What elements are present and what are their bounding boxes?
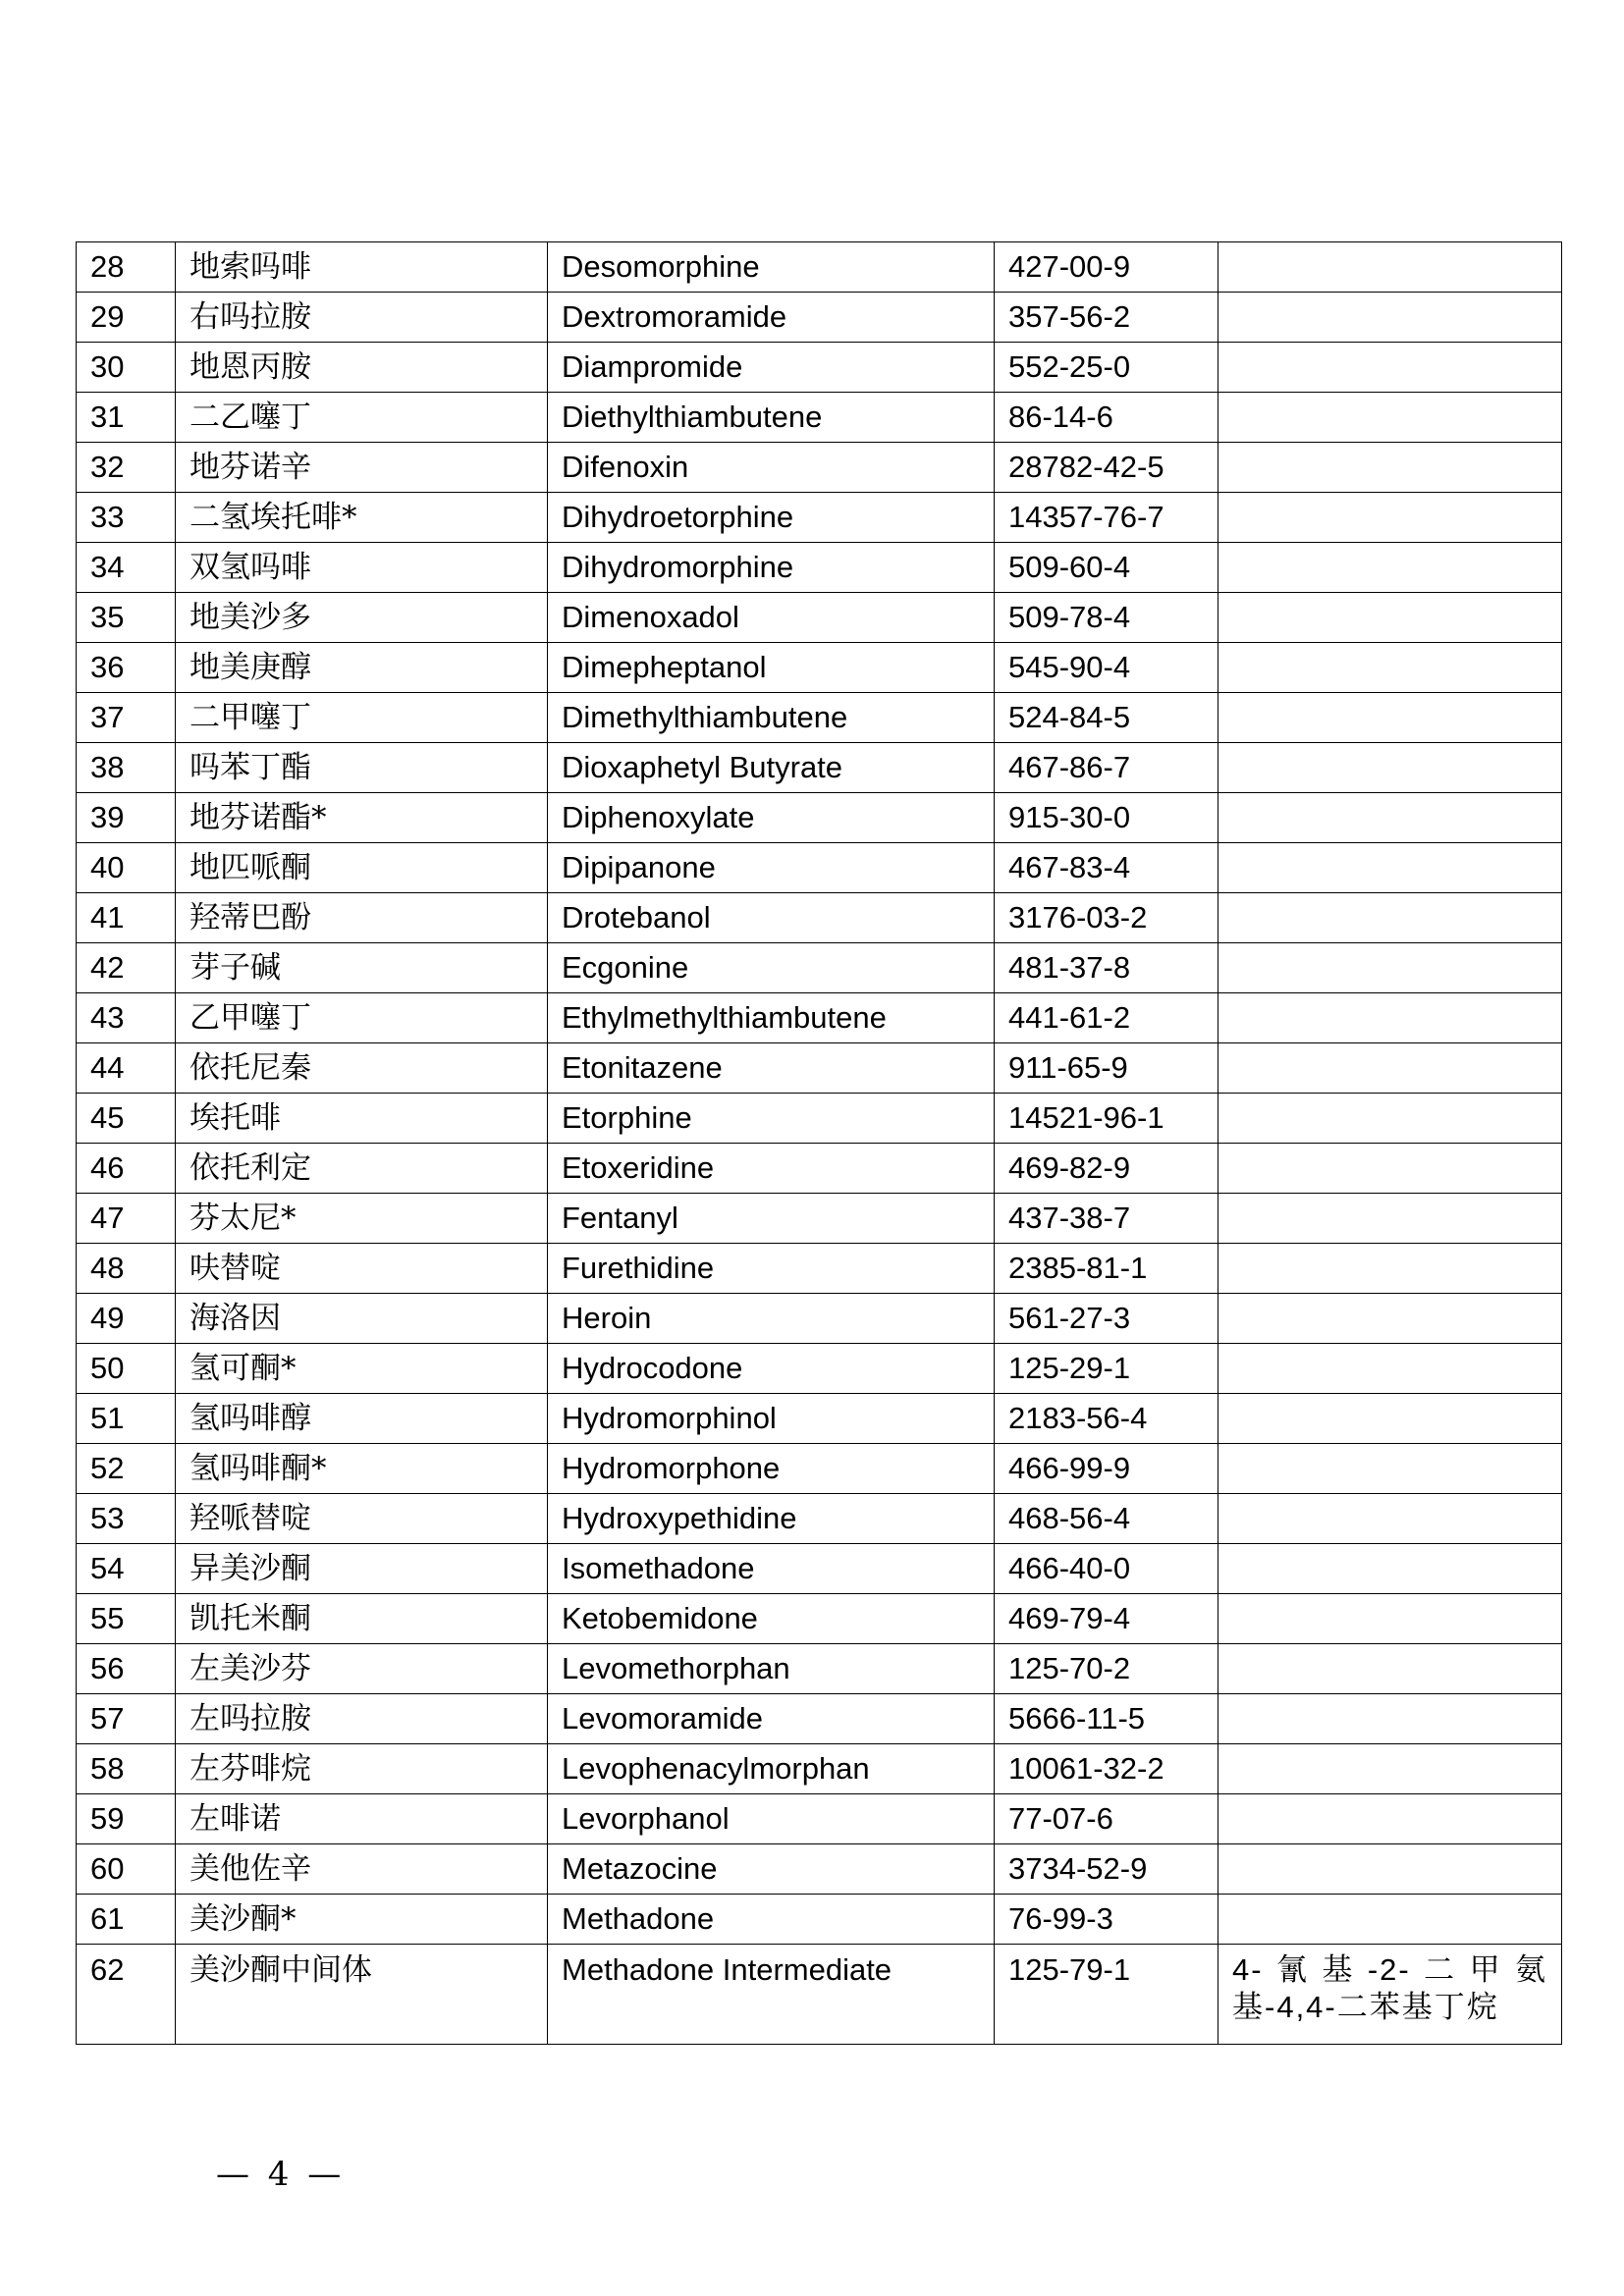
chinese-name-cell: 地美庚醇 xyxy=(176,643,548,693)
table-row xyxy=(77,1594,1562,1644)
table-row xyxy=(77,993,1562,1043)
cas-number-cell: 466-99-9 xyxy=(995,1444,1218,1494)
cas-number-cell: 915-30-0 xyxy=(995,793,1218,843)
table-body xyxy=(77,242,1562,2045)
row-number-cell: 45 xyxy=(77,1094,176,1144)
row-number-cell: 35 xyxy=(77,593,176,643)
chinese-name-cell: 氢可酮* xyxy=(176,1344,548,1394)
chinese-name-cell: 二甲噻丁 xyxy=(176,693,548,743)
english-name-cell: Dihydroetorphine xyxy=(548,493,995,543)
note-cell xyxy=(1218,1844,1562,1895)
english-name-cell: Hydrocodone xyxy=(548,1344,995,1394)
row-number-cell: 38 xyxy=(77,743,176,793)
note-cell xyxy=(1218,1494,1562,1544)
chinese-name-cell: 氢吗啡酮* xyxy=(176,1444,548,1494)
table-row xyxy=(77,1794,1562,1844)
table-row xyxy=(77,1244,1562,1294)
table-row xyxy=(77,1945,1562,2045)
table-row xyxy=(77,693,1562,743)
english-name-cell: Etonitazene xyxy=(548,1043,995,1094)
note-cell xyxy=(1218,743,1562,793)
table-row xyxy=(77,1844,1562,1895)
table-row xyxy=(77,343,1562,393)
note-cell xyxy=(1218,543,1562,593)
note-cell xyxy=(1218,593,1562,643)
chinese-name-cell: 异美沙酮 xyxy=(176,1544,548,1594)
english-name-cell: Furethidine xyxy=(548,1244,995,1294)
row-number-cell: 43 xyxy=(77,993,176,1043)
chinese-name-cell: 地恩丙胺 xyxy=(176,343,548,393)
note-cell xyxy=(1218,1094,1562,1144)
english-name-cell: Dimepheptanol xyxy=(548,643,995,693)
chinese-name-cell: 二乙噻丁 xyxy=(176,393,548,443)
row-number-cell: 37 xyxy=(77,693,176,743)
english-name-cell: Levophenacylmorphan xyxy=(548,1744,995,1794)
table-row xyxy=(77,943,1562,993)
note-cell xyxy=(1218,493,1562,543)
chinese-name-cell: 芽子碱 xyxy=(176,943,548,993)
page-number: — 4 — xyxy=(216,2155,346,2194)
row-number-cell: 57 xyxy=(77,1694,176,1744)
note-cell xyxy=(1218,793,1562,843)
cas-number-cell: 3734-52-9 xyxy=(995,1844,1218,1895)
cas-number-cell: 10061-32-2 xyxy=(995,1744,1218,1794)
note-cell xyxy=(1218,1544,1562,1594)
row-number-cell: 54 xyxy=(77,1544,176,1594)
cas-number-cell: 28782-42-5 xyxy=(995,443,1218,493)
table-row xyxy=(77,1494,1562,1544)
english-name-cell: Hydroxypethidine xyxy=(548,1494,995,1544)
english-name-cell: Diampromide xyxy=(548,343,995,393)
cas-number-cell: 545-90-4 xyxy=(995,643,1218,693)
table-row xyxy=(77,293,1562,343)
row-number-cell: 51 xyxy=(77,1394,176,1444)
table-row xyxy=(77,1094,1562,1144)
cas-number-cell: 357-56-2 xyxy=(995,293,1218,343)
table-row xyxy=(77,593,1562,643)
cas-number-cell: 552-25-0 xyxy=(995,343,1218,393)
row-number-cell: 52 xyxy=(77,1444,176,1494)
row-number-cell: 60 xyxy=(77,1844,176,1895)
row-number-cell: 28 xyxy=(77,242,176,293)
cas-number-cell: 14357-76-7 xyxy=(995,493,1218,543)
table-row xyxy=(77,1344,1562,1394)
table-row xyxy=(77,793,1562,843)
english-name-cell: Etorphine xyxy=(548,1094,995,1144)
english-name-cell: Dioxaphetyl Butyrate xyxy=(548,743,995,793)
english-name-cell: Fentanyl xyxy=(548,1194,995,1244)
chinese-name-cell: 左吗拉胺 xyxy=(176,1694,548,1744)
chinese-name-cell: 海洛因 xyxy=(176,1294,548,1344)
note-cell xyxy=(1218,1344,1562,1394)
chinese-name-cell: 双氢吗啡 xyxy=(176,543,548,593)
chinese-name-cell: 埃托啡 xyxy=(176,1094,548,1144)
note-cell xyxy=(1218,843,1562,893)
table-row xyxy=(77,1394,1562,1444)
note-cell xyxy=(1218,1895,1562,1945)
table-row xyxy=(77,1694,1562,1744)
row-number-cell: 50 xyxy=(77,1344,176,1394)
table-row xyxy=(77,643,1562,693)
narcotic-drug-table xyxy=(76,241,1562,2045)
row-number-cell: 31 xyxy=(77,393,176,443)
table-row xyxy=(77,543,1562,593)
cas-number-cell: 125-70-2 xyxy=(995,1644,1218,1694)
table-row xyxy=(77,1144,1562,1194)
chinese-name-cell: 凯托米酮 xyxy=(176,1594,548,1644)
note-cell xyxy=(1218,293,1562,343)
cas-number-cell: 509-60-4 xyxy=(995,543,1218,593)
row-number-cell: 30 xyxy=(77,343,176,393)
english-name-cell: Levomethorphan xyxy=(548,1644,995,1694)
chinese-name-cell: 吗苯丁酯 xyxy=(176,743,548,793)
table-row xyxy=(77,493,1562,543)
english-name-cell: Etoxeridine xyxy=(548,1144,995,1194)
note-cell xyxy=(1218,943,1562,993)
cas-number-cell: 86-14-6 xyxy=(995,393,1218,443)
cas-number-cell: 2183-56-4 xyxy=(995,1394,1218,1444)
note-cell xyxy=(1218,1294,1562,1344)
cas-number-cell: 524-84-5 xyxy=(995,693,1218,743)
chinese-name-cell: 依托利定 xyxy=(176,1144,548,1194)
note-cell: 4-氰基-2-二甲氨基-4,4-二苯基丁烷 xyxy=(1218,1945,1562,2045)
row-number-cell: 49 xyxy=(77,1294,176,1344)
row-number-cell: 62 xyxy=(77,1945,176,2045)
cas-number-cell: 467-86-7 xyxy=(995,743,1218,793)
chinese-name-cell: 氢吗啡醇 xyxy=(176,1394,548,1444)
chinese-name-cell: 美沙酮中间体 xyxy=(176,1945,548,2045)
chinese-name-cell: 美沙酮* xyxy=(176,1895,548,1945)
chinese-name-cell: 依托尼秦 xyxy=(176,1043,548,1094)
table-row xyxy=(77,893,1562,943)
chinese-name-cell: 左芬啡烷 xyxy=(176,1744,548,1794)
english-name-cell: Ketobemidone xyxy=(548,1594,995,1644)
chinese-name-cell: 呋替啶 xyxy=(176,1244,548,1294)
row-number-cell: 29 xyxy=(77,293,176,343)
chinese-name-cell: 地芬诺酯* xyxy=(176,793,548,843)
cas-number-cell: 5666-11-5 xyxy=(995,1694,1218,1744)
cas-number-cell: 3176-03-2 xyxy=(995,893,1218,943)
cas-number-cell: 468-56-4 xyxy=(995,1494,1218,1544)
note-cell xyxy=(1218,1794,1562,1844)
english-name-cell: Levorphanol xyxy=(548,1794,995,1844)
english-name-cell: Ecgonine xyxy=(548,943,995,993)
chinese-name-cell: 右吗拉胺 xyxy=(176,293,548,343)
english-name-cell: Dextromoramide xyxy=(548,293,995,343)
english-name-cell: Hydromorphinol xyxy=(548,1394,995,1444)
cas-number-cell: 911-65-9 xyxy=(995,1043,1218,1094)
row-number-cell: 59 xyxy=(77,1794,176,1844)
cas-number-cell: 14521-96-1 xyxy=(995,1094,1218,1144)
chinese-name-cell: 乙甲噻丁 xyxy=(176,993,548,1043)
chinese-name-cell: 地芬诺辛 xyxy=(176,443,548,493)
english-name-cell: Levomoramide xyxy=(548,1694,995,1744)
chinese-name-cell: 羟哌替啶 xyxy=(176,1494,548,1544)
table-row xyxy=(77,743,1562,793)
table-row xyxy=(77,1444,1562,1494)
row-number-cell: 61 xyxy=(77,1895,176,1945)
note-cell xyxy=(1218,242,1562,293)
note-cell xyxy=(1218,1194,1562,1244)
cas-number-cell: 77-07-6 xyxy=(995,1794,1218,1844)
table-row xyxy=(77,1294,1562,1344)
cas-number-cell: 125-79-1 xyxy=(995,1945,1218,2045)
note-cell xyxy=(1218,1043,1562,1094)
english-name-cell: Methadone xyxy=(548,1895,995,1945)
english-name-cell: Difenoxin xyxy=(548,443,995,493)
english-name-cell: Dimethylthiambutene xyxy=(548,693,995,743)
table-row xyxy=(77,242,1562,293)
chinese-name-cell: 美他佐辛 xyxy=(176,1844,548,1895)
row-number-cell: 58 xyxy=(77,1744,176,1794)
english-name-cell: Ethylmethylthiambutene xyxy=(548,993,995,1043)
table-row xyxy=(77,1544,1562,1594)
cas-number-cell: 125-29-1 xyxy=(995,1344,1218,1394)
chinese-name-cell: 左啡诺 xyxy=(176,1794,548,1844)
row-number-cell: 41 xyxy=(77,893,176,943)
row-number-cell: 39 xyxy=(77,793,176,843)
cas-number-cell: 76-99-3 xyxy=(995,1895,1218,1945)
note-cell xyxy=(1218,1444,1562,1494)
table-row xyxy=(77,443,1562,493)
note-cell xyxy=(1218,1244,1562,1294)
cas-number-cell: 441-61-2 xyxy=(995,993,1218,1043)
note-cell xyxy=(1218,643,1562,693)
row-number-cell: 42 xyxy=(77,943,176,993)
cas-number-cell: 469-79-4 xyxy=(995,1594,1218,1644)
note-cell xyxy=(1218,343,1562,393)
row-number-cell: 53 xyxy=(77,1494,176,1544)
row-number-cell: 48 xyxy=(77,1244,176,1294)
row-number-cell: 34 xyxy=(77,543,176,593)
row-number-cell: 36 xyxy=(77,643,176,693)
chinese-name-cell: 地美沙多 xyxy=(176,593,548,643)
cas-number-cell: 427-00-9 xyxy=(995,242,1218,293)
table-row xyxy=(77,1043,1562,1094)
note-cell xyxy=(1218,393,1562,443)
english-name-cell: Diethylthiambutene xyxy=(548,393,995,443)
row-number-cell: 47 xyxy=(77,1194,176,1244)
row-number-cell: 44 xyxy=(77,1043,176,1094)
english-name-cell: Isomethadone xyxy=(548,1544,995,1594)
chinese-name-cell: 左美沙芬 xyxy=(176,1644,548,1694)
chinese-name-cell: 地匹哌酮 xyxy=(176,843,548,893)
cas-number-cell: 561-27-3 xyxy=(995,1294,1218,1344)
row-number-cell: 46 xyxy=(77,1144,176,1194)
note-cell xyxy=(1218,1744,1562,1794)
cas-number-cell: 469-82-9 xyxy=(995,1144,1218,1194)
row-number-cell: 56 xyxy=(77,1644,176,1694)
cas-number-cell: 437-38-7 xyxy=(995,1194,1218,1244)
english-name-cell: Dimenoxadol xyxy=(548,593,995,643)
cas-number-cell: 509-78-4 xyxy=(995,593,1218,643)
table-row xyxy=(77,1744,1562,1794)
cas-number-cell: 466-40-0 xyxy=(995,1544,1218,1594)
english-name-cell: Dihydromorphine xyxy=(548,543,995,593)
table-row xyxy=(77,1644,1562,1694)
note-cell xyxy=(1218,993,1562,1043)
row-number-cell: 32 xyxy=(77,443,176,493)
chinese-name-cell: 地索吗啡 xyxy=(176,242,548,293)
note-cell xyxy=(1218,1694,1562,1744)
cas-number-cell: 481-37-8 xyxy=(995,943,1218,993)
row-number-cell: 40 xyxy=(77,843,176,893)
table-row xyxy=(77,393,1562,443)
note-cell xyxy=(1218,693,1562,743)
english-name-cell: Dipipanone xyxy=(548,843,995,893)
english-name-cell: Diphenoxylate xyxy=(548,793,995,843)
cas-number-cell: 467-83-4 xyxy=(995,843,1218,893)
english-name-cell: Heroin xyxy=(548,1294,995,1344)
note-cell xyxy=(1218,1644,1562,1694)
note-cell xyxy=(1218,1594,1562,1644)
table-row xyxy=(77,843,1562,893)
chinese-name-cell: 羟蒂巴酚 xyxy=(176,893,548,943)
english-name-cell: Desomorphine xyxy=(548,242,995,293)
chinese-name-cell: 芬太尼* xyxy=(176,1194,548,1244)
chinese-name-cell: 二氢埃托啡* xyxy=(176,493,548,543)
note-cell xyxy=(1218,443,1562,493)
row-number-cell: 33 xyxy=(77,493,176,543)
note-cell xyxy=(1218,1144,1562,1194)
english-name-cell: Hydromorphone xyxy=(548,1444,995,1494)
table-row xyxy=(77,1895,1562,1945)
note-cell xyxy=(1218,893,1562,943)
cas-number-cell: 2385-81-1 xyxy=(995,1244,1218,1294)
english-name-cell: Metazocine xyxy=(548,1844,995,1895)
english-name-cell: Drotebanol xyxy=(548,893,995,943)
english-name-cell: Methadone Intermediate xyxy=(548,1945,995,2045)
note-cell xyxy=(1218,1394,1562,1444)
table-row xyxy=(77,1194,1562,1244)
row-number-cell: 55 xyxy=(77,1594,176,1644)
